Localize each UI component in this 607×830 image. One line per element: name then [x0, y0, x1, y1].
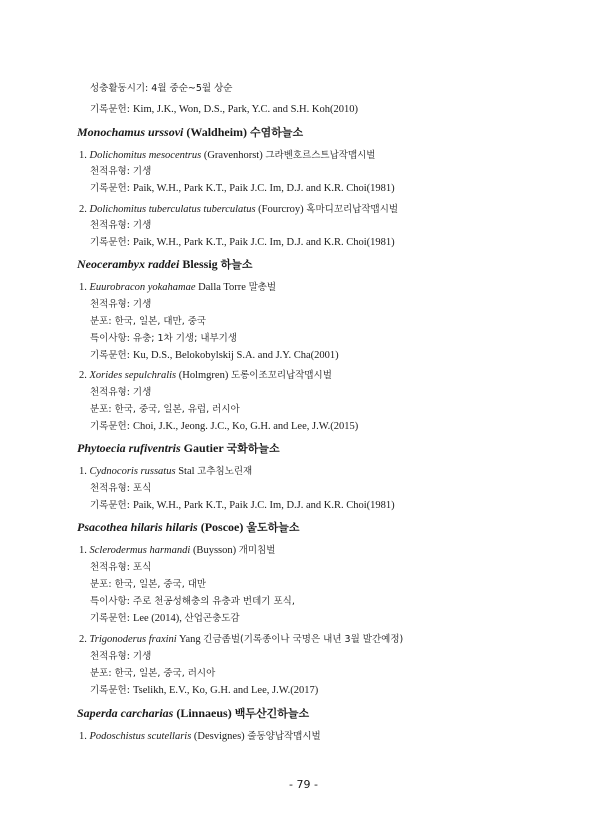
korean-text: 도롱이조꼬리납작맵시벌	[230, 370, 332, 381]
text-segment: Choi, J.K., Jeong. J.C., Ko, G.H. and Lee, J.W.(2015)	[132, 421, 359, 432]
text-segment: 2.	[79, 370, 90, 381]
page-number: - 79 -	[289, 778, 318, 791]
korean-text: 분포: 한국, 일본, 중국, 대만	[90, 579, 207, 590]
text-segment: 1.	[79, 282, 90, 293]
species-name: Trigonoderus fraxini	[89, 634, 177, 645]
korean-text: 기록문헌:	[90, 104, 133, 115]
parasite-entry	[79, 369, 332, 383]
text-segment: (Linnaeus)	[173, 706, 235, 720]
host-species-heading	[77, 125, 303, 140]
detail-line	[90, 386, 151, 400]
text-segment: (Desvignes)	[191, 731, 248, 742]
species-name: Neocerambyx raddei	[77, 257, 180, 271]
korean-text: 기록문헌:	[90, 350, 133, 361]
korean-text: 특이사항: 주로 천공성해충의 유충과 번데기 포식,	[90, 596, 295, 607]
korean-text: 기록문헌:	[90, 613, 133, 624]
parasite-entry	[79, 203, 398, 217]
korean-text: 천적유형: 포식	[90, 562, 152, 573]
korean-text: 그라벤호르스트납작맵시벌	[265, 150, 376, 161]
parasite-entry	[79, 149, 375, 163]
species-name: Monochamus urssovi	[77, 125, 184, 139]
text-segment: (Holmgren)	[176, 370, 231, 381]
korean-text: 분포: 한국, 일본, 대만, 중국	[90, 316, 207, 327]
parasite-entry	[79, 633, 403, 647]
detail-line	[90, 349, 339, 363]
korean-text: 천적유형: 기생	[90, 387, 152, 398]
detail-line	[90, 298, 151, 312]
detail-line	[90, 403, 240, 417]
detail-line	[90, 667, 215, 681]
text-segment: Stal	[175, 466, 198, 477]
text-segment: (Gravenhorst)	[201, 150, 266, 161]
korean-text: 성충활동시기: 4월 중순~5월 상순	[90, 83, 233, 94]
korean-text: 기록문헌:	[90, 685, 133, 696]
text-segment: Paik, W.H., Park K.T., Paik J.C. Im, D.J. and K.R. Choi(1981)	[132, 183, 395, 194]
text-segment: (Buysson)	[190, 545, 239, 556]
korean-text: 국화하늘소	[226, 442, 280, 455]
text-segment: 1.	[79, 545, 90, 556]
parasite-entry	[79, 730, 321, 744]
text-segment: Ku, D.S., Belokobylskij S.A. and J.Y. Cha(2001)	[132, 350, 339, 361]
text-segment: 1.	[79, 466, 90, 477]
text-segment: (Fourcroy)	[255, 204, 307, 215]
korean-text: 하늘소	[220, 258, 253, 271]
detail-line	[90, 103, 358, 117]
korean-text: 기록문헌:	[90, 500, 133, 511]
text-segment: Paik, W.H., Park K.T., Paik J.C. Im, D.J. and K.R. Choi(1981)	[132, 500, 395, 511]
detail-line	[90, 499, 395, 513]
korean-text: 울도하늘소	[246, 521, 300, 534]
text-segment: 1.	[79, 731, 90, 742]
korean-text: 혹마디꼬리납작맵시벌	[306, 204, 399, 215]
korean-text: 특이사항: 유충; 1차 기생; 내부기생	[90, 333, 238, 344]
text-segment: (Waldheim)	[183, 125, 251, 139]
species-name: Xorides sepulchralis	[89, 370, 177, 381]
species-name: Cydnocoris russatus	[89, 466, 176, 477]
text-segment: Tselikh, E.V., Ko, G.H. and Lee, J.W.(2017)	[132, 685, 319, 696]
text-segment: Yang	[176, 634, 204, 645]
species-name: Dolichomitus mesocentrus	[89, 150, 202, 161]
species-name: Dolichomitus tuberculatus tuberculatus	[89, 204, 256, 215]
detail-line	[90, 578, 206, 592]
detail-line	[90, 684, 318, 698]
korean-text: 줄동양납작맵시벌	[247, 731, 321, 742]
detail-line	[90, 561, 151, 575]
species-name: Euurobracon yokahamae	[89, 282, 196, 293]
species-name: Phytoecia rufiventris	[77, 441, 181, 455]
parasite-entry	[79, 465, 252, 479]
korean-text: 천적유형: 포식	[90, 483, 152, 494]
host-species-heading	[77, 706, 309, 721]
parasite-entry	[79, 544, 275, 558]
korean-text: 천적유형: 기생	[90, 299, 152, 310]
species-name: Psacothea hilaris hilaris	[77, 520, 198, 534]
korean-text: 천적유형: 기생	[90, 651, 152, 662]
detail-line	[90, 82, 232, 96]
parasite-entry	[79, 281, 276, 295]
text-segment: (Poscoe)	[197, 520, 247, 534]
korean-text: 분포: 한국, 중국, 일본, 유럽, 러시아	[90, 404, 240, 415]
korean-text: 천적유형: 기생	[90, 166, 152, 177]
text-segment: 2.	[79, 204, 90, 215]
detail-line	[90, 332, 237, 346]
text-segment: Dalla Torre	[195, 282, 249, 293]
korean-text: 개미침벌	[238, 545, 276, 556]
detail-line	[90, 236, 395, 250]
korean-text: 기록문헌:	[90, 421, 133, 432]
detail-line	[90, 219, 151, 233]
species-name: Saperda carcharias	[77, 706, 174, 720]
host-species-heading	[77, 441, 280, 456]
detail-line	[90, 315, 206, 329]
korean-text: 산업곤충도감	[184, 613, 240, 624]
detail-line	[90, 420, 358, 434]
text-segment: Lee (2014),	[132, 613, 185, 624]
korean-text: 천적유형: 기생	[90, 220, 152, 231]
species-name: Sclerodermus harmandi	[89, 545, 191, 556]
detail-line	[90, 182, 395, 196]
detail-line	[90, 650, 151, 664]
host-species-heading	[77, 520, 300, 535]
text-segment: Gautier	[180, 441, 227, 455]
korean-text: 백두산긴하늘소	[234, 707, 310, 720]
text-segment: Paik, W.H., Park K.T., Paik J.C. Im, D.J. and K.R. Choi(1981)	[132, 237, 395, 248]
text-segment: 2.	[79, 634, 90, 645]
korean-text: 기록문헌:	[90, 237, 133, 248]
species-name: Podoschistus scutellaris	[89, 731, 192, 742]
korean-text: 긴금좀벌(기록종이나 국명은 내년 3월 발간예정)	[203, 634, 404, 645]
korean-text: 수염하늘소	[250, 126, 304, 139]
text-segment: Blessig	[179, 257, 221, 271]
host-species-heading	[77, 257, 253, 272]
detail-line	[90, 482, 151, 496]
text-segment: 1.	[79, 150, 90, 161]
korean-text: 고추침노린재	[197, 466, 253, 477]
detail-line	[90, 165, 151, 179]
detail-line	[90, 595, 295, 609]
korean-text: 분포: 한국, 일본, 중국, 러시아	[90, 668, 216, 679]
korean-text: 기록문헌:	[90, 183, 133, 194]
detail-line	[90, 612, 240, 626]
korean-text: 말총벌	[248, 282, 277, 293]
text-segment: Kim, J.K., Won, D.S., Park, Y.C. and S.H. Koh(2010)	[132, 104, 358, 115]
